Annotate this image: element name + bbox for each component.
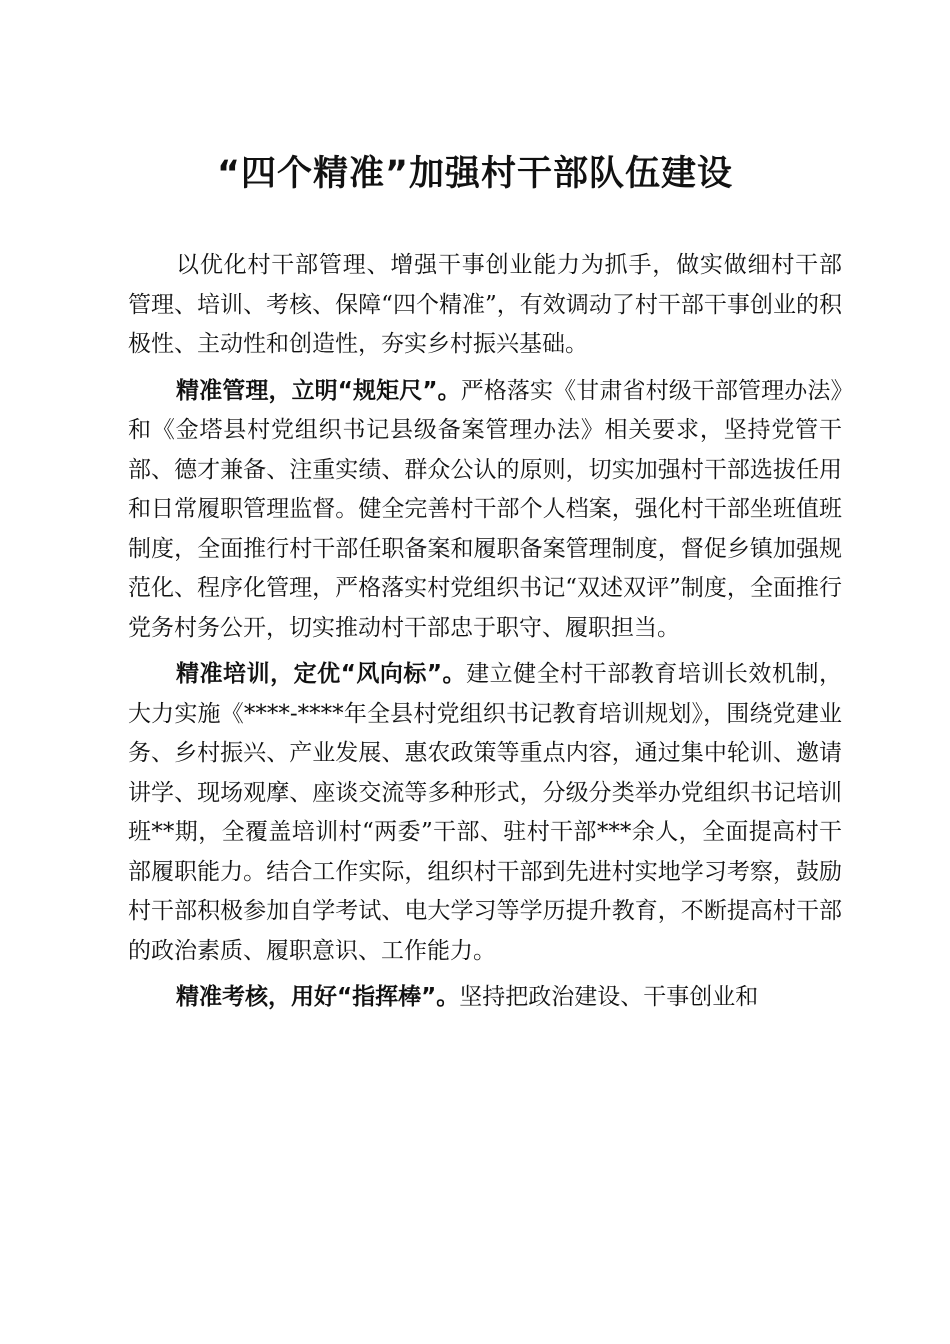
section-assessment-text: 坚持把政治建设、干事创业和 [459,984,759,1010]
section-assessment [128,978,842,1018]
section-training [128,655,842,971]
section-training-heading: 精准培训，定优“风向标”。 [176,661,467,687]
section-management [128,372,842,649]
section-training-text: 建立健全村干部教育培训长效机制，大力实施《****-****年全县村党组织书记教育培训规划》，围绕党建业务、乡村振兴、产业发展、惠农政策等重点内容，通过集中轮训、邀请讲学、现场观摩、座谈交流等多种形式，分级分类举办党组织书记培训班**期，全覆盖培训村“两委”干部、驻村干部***余人，全面提高村干部履职能力。结合工作实际，组织村干部到先进村实地学习考察，鼓励村干部积极参加自学考试、电大学习等学历提升教育，不断提高村干部的政治素质、履职意识、工作能力。 [128,661,843,964]
intro-paragraph: 以优化村干部管理、增强干事创业能力为抓手，做实做细村干部管理、培训、考核、保障“四个精准”，有效调动了村干部干事创业的积极性、主动性和创造性，夯实乡村振兴基础。 [128,252,842,357]
section-assessment-heading: 精准考核，用好“指挥棒”。 [176,984,460,1010]
document-title: “四个精准”加强村干部队伍建设 [216,154,733,194]
document-body [128,246,842,1025]
section-management-text: 严格落实《甘肃省村级干部管理办法》和《金塔县村党组织书记县级备案管理办法》相关要求，坚持党管干部、德才兼备、注重实绩、群众公认的原则，切实加强村干部选拔任用和日常履职管理监督。健全完善村干部个人档案，强化村干部坐班值班制度，全面推行村干部任职备案和履职备案管理制度，督促乡镇加强规范化、程序化管理，严格落实村党组织书记“双述双评”制度，全面推行党务村务公开，切实推动村干部忠于职守、履职担当。 [128,377,843,641]
section-management-heading: 精准管理，立明“规矩尺”。 [176,377,461,404]
